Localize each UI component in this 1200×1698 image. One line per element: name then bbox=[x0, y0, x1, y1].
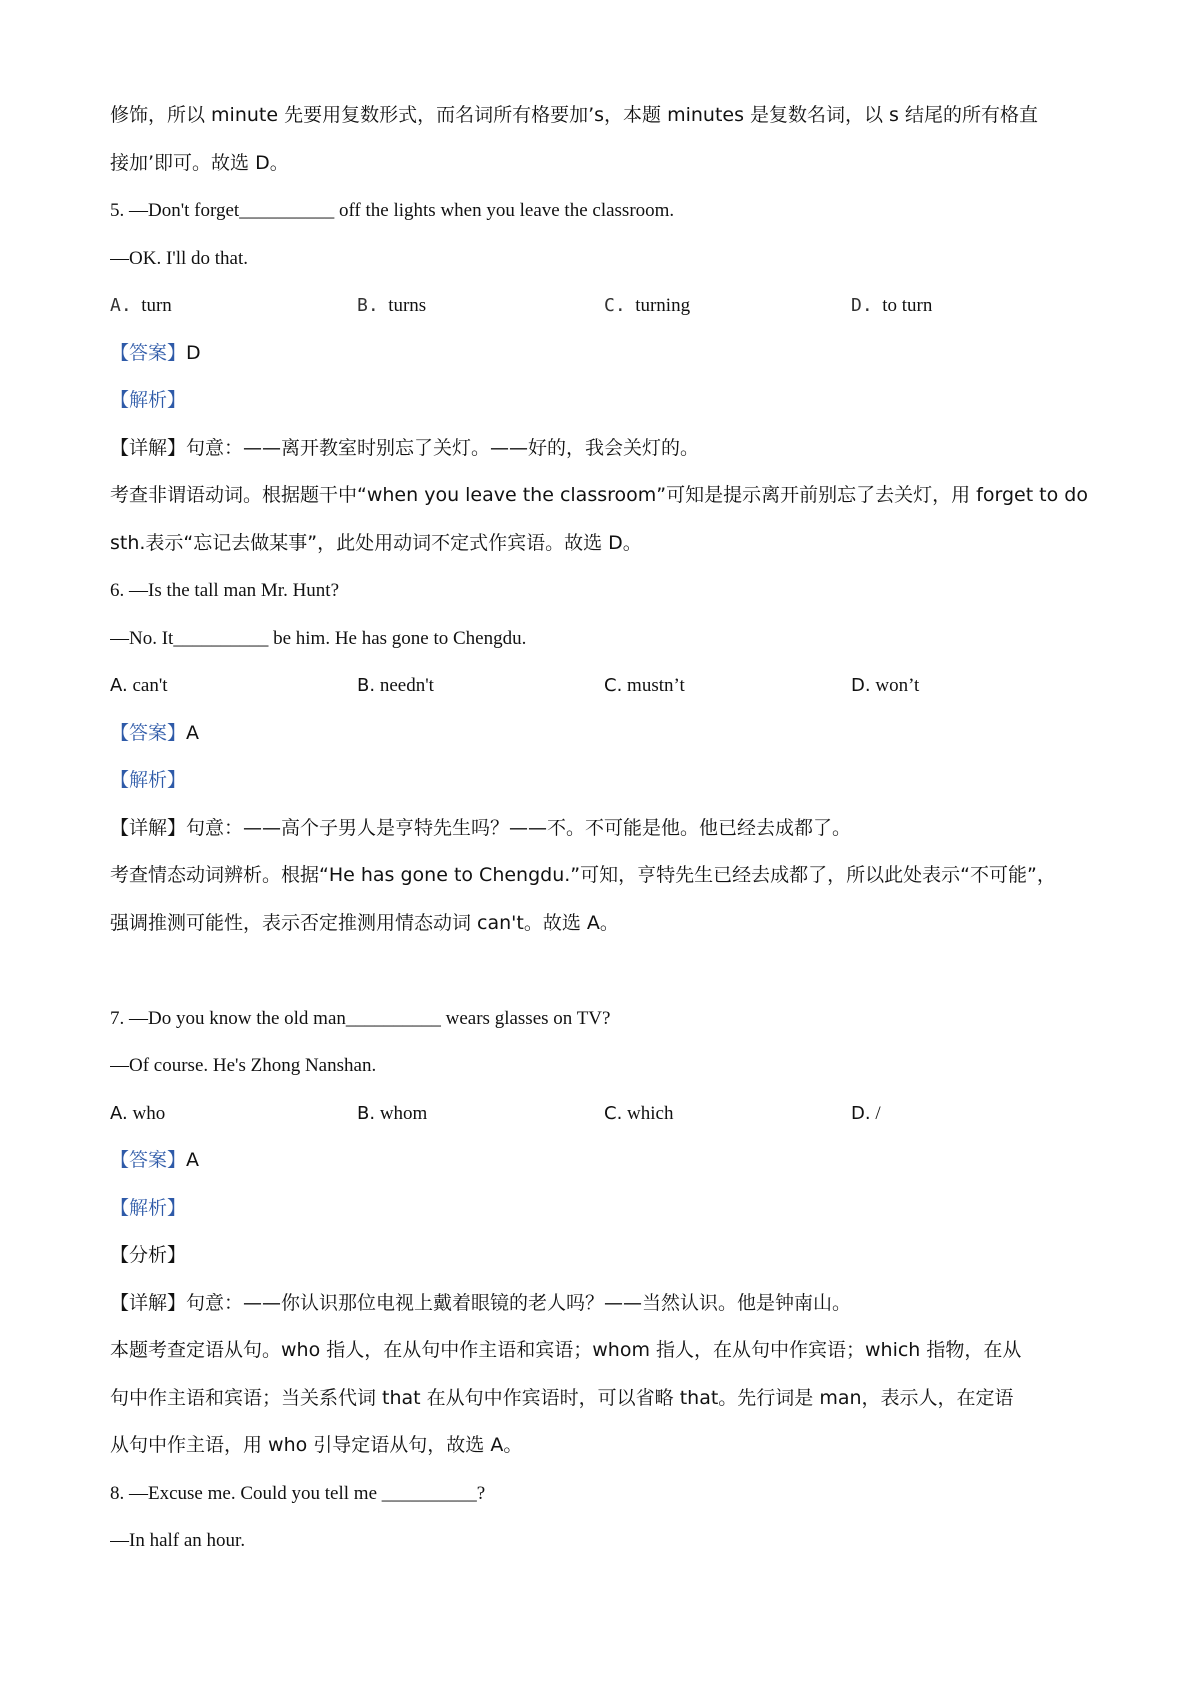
blank-line bbox=[110, 947, 1100, 995]
option-text: turn bbox=[141, 295, 172, 316]
option-text: to turn bbox=[882, 295, 933, 316]
option-c bbox=[604, 282, 851, 330]
option-text: / bbox=[875, 1102, 881, 1124]
explanation-line: sth.表示“忘记去做某事”，此处用动词不定式作宾语。故选 D。 bbox=[110, 531, 642, 554]
option-text: turns bbox=[388, 295, 427, 316]
question-5-options bbox=[110, 282, 1100, 330]
option-letter: A. bbox=[110, 295, 132, 316]
question-6-stem: 6. —Is the tall man Mr. Hunt? bbox=[110, 580, 340, 601]
option-text: won’t bbox=[875, 675, 920, 696]
question-8-stem: 8. —Excuse me. Could you tell me __________? bbox=[110, 1482, 486, 1504]
explanation-line: 接加’即可。故选 D。 bbox=[110, 151, 289, 174]
option-b bbox=[357, 282, 604, 330]
option-a bbox=[110, 282, 357, 330]
question-6-options bbox=[110, 662, 1100, 710]
option-text: needn't bbox=[379, 675, 434, 696]
fenxi-label: 【分析】 bbox=[110, 1244, 187, 1266]
explanation-line: 从句中作主语，用 who 引导定语从句，故选 A。 bbox=[110, 1434, 523, 1456]
detail-line: 【详解】句意：——你认识那位电视上戴着眼镜的老人吗？——当然认识。他是钟南山。 bbox=[110, 1291, 852, 1314]
option-letter: D. bbox=[851, 295, 873, 316]
document-page bbox=[110, 92, 1100, 1565]
option-b bbox=[357, 1090, 604, 1138]
option-text: mustn’t bbox=[627, 675, 685, 696]
explanation-line: 考查情态动词辨析。根据“He has gone to Chengdu.”可知，亨特先生已经去成都了，所以此处表示“不可能”， bbox=[110, 864, 1056, 886]
question-7-reply: —Of course. He's Zhong Nanshan. bbox=[110, 1055, 377, 1076]
explanation-line: 句中作主语和宾语；当关系代词 that 在从句中作宾语时，可以省略 that。先行词是 man，表示人，在定语 bbox=[110, 1386, 1014, 1409]
answer-line bbox=[110, 710, 1100, 758]
option-letter: D. bbox=[851, 675, 871, 696]
detail-line: 【详解】句意：——离开教室时别忘了关灯。——好的，我会关灯的。 bbox=[110, 436, 700, 459]
option-letter: C. bbox=[604, 675, 623, 696]
answer-value: A bbox=[186, 721, 200, 744]
analysis-label: 【解析】 bbox=[110, 389, 187, 411]
option-letter: D. bbox=[851, 1102, 871, 1124]
option-d bbox=[851, 1090, 1098, 1138]
option-text: can't bbox=[132, 675, 168, 696]
option-c bbox=[604, 1090, 851, 1138]
analysis-label: 【解析】 bbox=[110, 1196, 187, 1219]
question-8-reply: —In half an hour. bbox=[110, 1530, 246, 1551]
option-b bbox=[357, 662, 604, 710]
explanation-line: 本题考查定语从句。who 指人，在从句中作主语和宾语；whom 指人，在从句中作宾语；which 指物，在从 bbox=[110, 1339, 1022, 1361]
answer-label: 【答案】 bbox=[110, 341, 187, 364]
detail-line: 【详解】句意：——高个子男人是亨特先生吗？——不。不可能是他。他已经去成都了。 bbox=[110, 816, 852, 839]
option-d bbox=[851, 282, 1098, 330]
answer-label: 【答案】 bbox=[110, 721, 187, 744]
question-5-stem: 5. —Don't forget__________ off the lights when you leave the classroom. bbox=[110, 200, 675, 221]
option-text: turning bbox=[635, 295, 691, 316]
option-letter: A. bbox=[110, 1102, 128, 1124]
explanation-line: 考查非谓语动词。根据题干中“when you leave the classroom”可知是提示离开前别忘了去关灯，用 forget to do bbox=[110, 484, 1088, 506]
option-a bbox=[110, 662, 357, 710]
answer-line bbox=[110, 1137, 1100, 1185]
option-letter: C. bbox=[604, 295, 626, 316]
option-letter: A. bbox=[110, 675, 128, 696]
question-7-stem: 7. —Do you know the old man__________ wears glasses on TV? bbox=[110, 1007, 611, 1029]
answer-value: A bbox=[186, 1149, 200, 1171]
explanation-line: 强调推测可能性，表示否定推测用情态动词 can't。故选 A。 bbox=[110, 911, 619, 934]
option-text: whom bbox=[379, 1102, 428, 1124]
option-d bbox=[851, 662, 1098, 710]
explanation-line: 修饰，所以 minute 先要用复数形式，而名词所有格要加’s，本题 minutes 是复数名词，以 s 结尾的所有格直 bbox=[110, 104, 1038, 126]
option-letter: B. bbox=[357, 295, 379, 316]
answer-value: D bbox=[186, 341, 201, 364]
answer-line bbox=[110, 330, 1100, 378]
option-letter: B. bbox=[357, 675, 376, 696]
option-letter: B. bbox=[357, 1102, 376, 1124]
option-c bbox=[604, 662, 851, 710]
option-text: which bbox=[627, 1102, 674, 1124]
question-6-reply: —No. It__________ be him. He has gone to Chengdu. bbox=[110, 627, 527, 649]
option-a bbox=[110, 1090, 357, 1138]
question-5-reply: —OK. I'll do that. bbox=[110, 247, 248, 269]
answer-label: 【答案】 bbox=[110, 1149, 187, 1171]
option-letter: C. bbox=[604, 1102, 623, 1124]
analysis-label: 【解析】 bbox=[110, 769, 187, 791]
question-7-options bbox=[110, 1090, 1100, 1138]
option-text: who bbox=[132, 1102, 166, 1124]
